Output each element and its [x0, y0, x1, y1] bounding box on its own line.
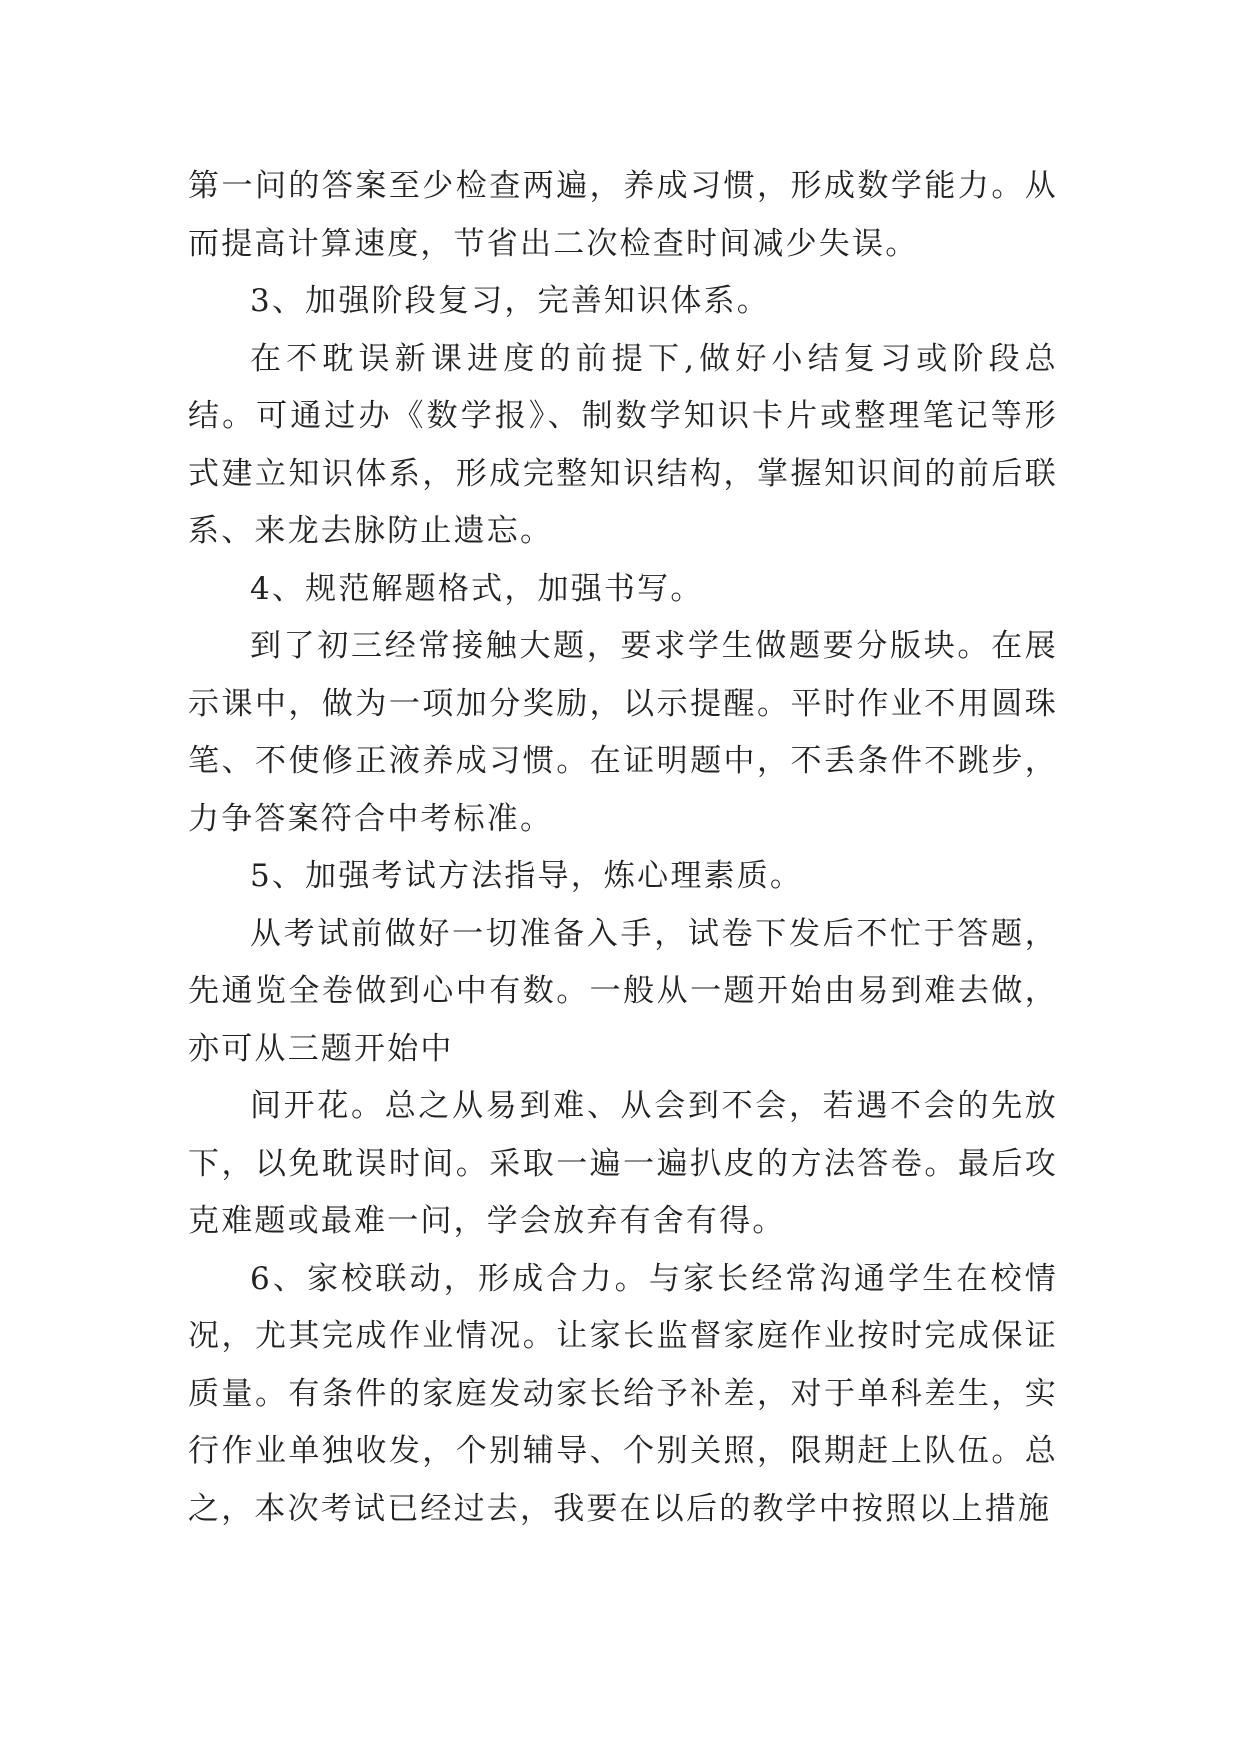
paragraph-1: 第一问的答案至少检查两遍，养成习惯，形成数学能力。从而提高计算速度，节省出二次检查时间减少失误。	[188, 168, 1058, 262]
paragraph-3: 在不耽误新课进度的前提下,做好小结复习或阶段总结。可通过办《数学报》、制数学知识卡片或整理笔记等形式建立知识体系，形成完整知识结构，掌握知识间的前后联系、来龙去脉防止遗忘。	[188, 340, 1058, 549]
heading-4-format: 4、规范解题格式，加强书写。	[250, 570, 704, 607]
paragraph-7: 从考试前做好一切准备入手，试卷下发后不忙于答题，先通览全卷做到心中有数。一般从一题开始由易到难去做，亦可从三题开始中	[188, 915, 1058, 1067]
document-body	[188, 158, 1058, 1538]
paragraph-5: 到了初三经常接触大题，要求学生做题要分版块。在展示课中，做为一项加分奖励，以示提醒。平时作业不用圆珠笔、不使修正液养成习惯。在证明题中，不丢条件不跳步，力争答案符合中考标准。	[188, 628, 1058, 837]
heading-5-exam-method: 5、加强考试方法指导，炼心理素质。	[250, 858, 804, 894]
paragraph-9-home-school: 6、家校联动，形成合力。与家长经常沟通学生在校情况，尤其完成作业情况。让家长监督家庭作业按时完成保证质量。有条件的家庭发动家长给予补差，对于单科差生，实行作业单独收发，个别辅导、个别关照，限期赶上队伍。总之，本次考试已经过去，我要在以后的教学中按照以上措施	[188, 1260, 1058, 1527]
paragraph-8: 间开花。总之从易到难、从会到不会，若遇不会的先放下，以免耽误时间。采取一遍一遍扒皮的方法答卷。最后攻克难题或最难一问，学会放弃有舍有得。	[188, 1088, 1058, 1239]
heading-3-review: 3、加强阶段复习，完善知识体系。	[250, 283, 770, 319]
